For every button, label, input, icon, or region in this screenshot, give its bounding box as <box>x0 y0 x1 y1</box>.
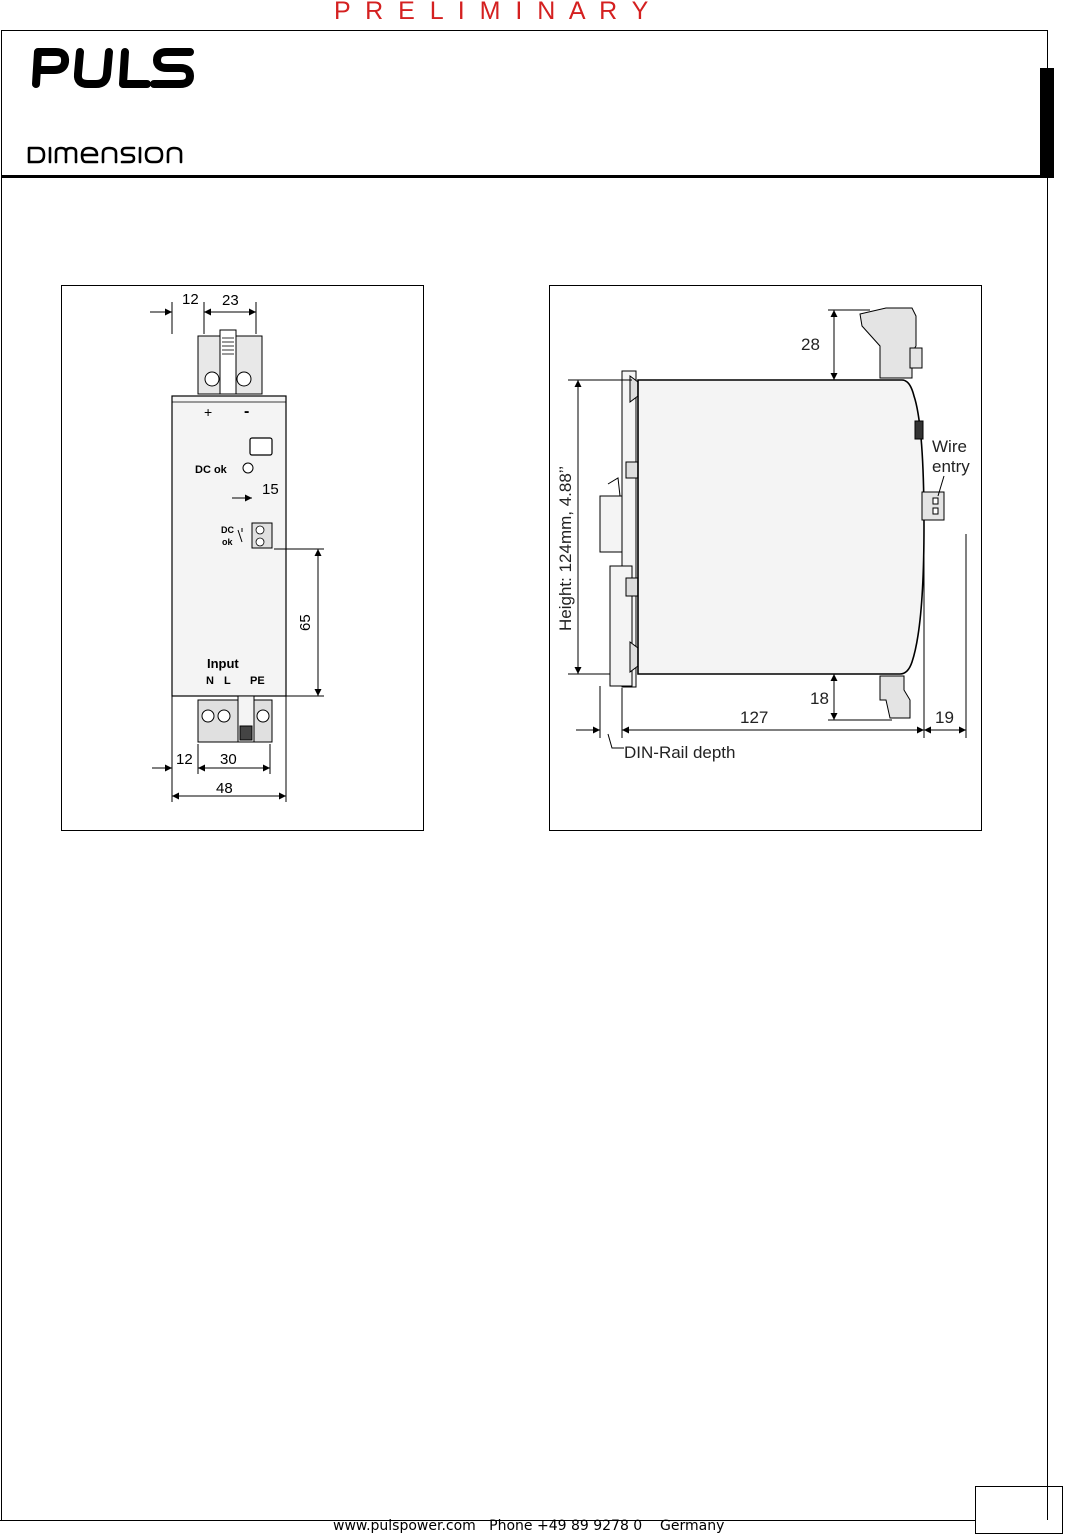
minus-sign: - <box>244 403 250 420</box>
adjust-potentiometer <box>250 438 272 455</box>
header-rule <box>1 175 1048 178</box>
n-label: N <box>206 675 214 687</box>
footer-contact: www.pulspower.com Phone +49 89 9278 0 Germany <box>333 1518 725 1534</box>
page-number-box <box>975 1486 1063 1534</box>
side-view-svg <box>550 286 983 832</box>
l-label: L <box>224 675 231 687</box>
dc-ok-label: DC ok <box>195 464 227 476</box>
dim-bottom-pitch: 30 <box>220 751 237 768</box>
din-rail-label: DIN-Rail depth <box>624 743 736 762</box>
dimension-wordmark <box>26 144 188 166</box>
relay-ok-label: ok <box>222 537 233 547</box>
side-housing <box>638 380 924 674</box>
dim-width: 48 <box>216 780 233 797</box>
dim-right-height: 65 <box>297 614 314 631</box>
dim-top-pitch: 23 <box>222 292 239 309</box>
side-view-drawing <box>549 285 982 831</box>
dim-bottom-left: 12 <box>176 751 193 768</box>
plus-sign: + <box>204 404 213 420</box>
dim-wire-extra: 19 <box>935 708 954 727</box>
front-view-svg <box>62 286 425 832</box>
pe-label: PE <box>250 675 265 687</box>
front-view-drawing <box>61 285 424 831</box>
header-side-bar <box>1040 68 1054 178</box>
preliminary-banner: P R E L I M I N A R Y <box>334 0 653 25</box>
dc-ok-led <box>243 463 253 473</box>
entry-label: entry <box>932 457 970 476</box>
dim-depth: 127 <box>740 708 769 727</box>
relay-dc-label: DC <box>221 525 234 535</box>
height-label: Height: 124mm, 4.88’’ <box>556 465 575 631</box>
dim-bottom-clearance: 18 <box>810 689 829 708</box>
dim-top-left: 12 <box>182 291 199 308</box>
puls-logo <box>30 40 200 90</box>
dim-right-offset: 15 <box>262 481 279 498</box>
input-label: Input <box>207 656 239 671</box>
dim-top-clearance: 28 <box>801 335 820 354</box>
wire-label: Wire <box>932 437 967 456</box>
